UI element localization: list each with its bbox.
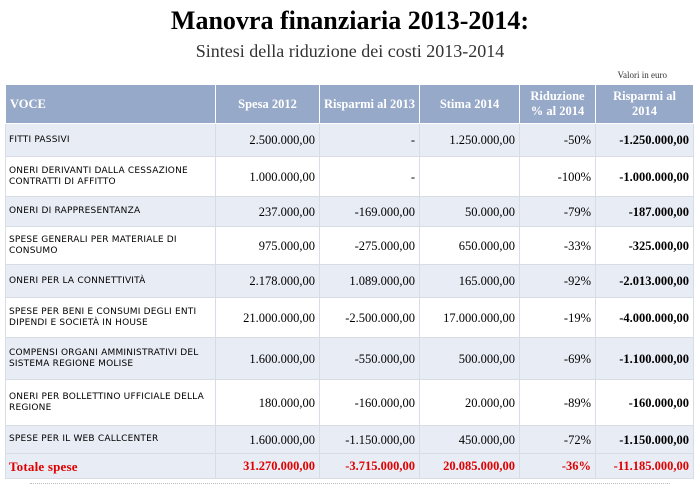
row-risparmi-2014: -4.000.000,00 (596, 298, 694, 338)
row-riduzione: -19% (520, 298, 596, 338)
row-riduzione: -79% (520, 197, 596, 227)
cost-reduction-table-container (5, 84, 693, 479)
header-stima-2014: Stima 2014 (420, 85, 520, 124)
row-risparmi-2014: -160.000,00 (596, 380, 694, 426)
row-riduzione: -89% (520, 380, 596, 426)
row-voce: SPESE PER BENI E CONSUMI DEGLI ENTI DIPENDI E SOCIETÀ IN HOUSE (6, 298, 216, 338)
total-riduzione: -36% (520, 454, 596, 479)
row-stima-2014: 17.000.000,00 (420, 298, 520, 338)
row-riduzione: -69% (520, 338, 596, 380)
row-spesa-2012: 975.000,00 (216, 227, 320, 265)
currency-note: Valori in euro (617, 70, 667, 80)
row-voce: ONERI DERIVANTI DALLA CESSAZIONE CONTRATTI DI AFFITTO (6, 157, 216, 197)
table-row (6, 124, 694, 157)
header-riduzione-2014: Riduzione % al 2014 (520, 85, 596, 124)
total-risparmi-2014: -11.185.000,00 (596, 454, 694, 479)
row-stima-2014: 500.000,00 (420, 338, 520, 380)
row-spesa-2012: 237.000,00 (216, 197, 320, 227)
header-spesa-2012: Spesa 2012 (216, 85, 320, 124)
row-risparmi-2013: -160.000,00 (320, 380, 420, 426)
row-riduzione: -72% (520, 426, 596, 454)
row-riduzione: -92% (520, 265, 596, 298)
table-header-row (6, 85, 694, 124)
row-spesa-2012: 1.000.000,00 (216, 157, 320, 197)
total-voce: Totale spese (6, 454, 216, 479)
table-row (6, 157, 694, 197)
row-riduzione: -100% (520, 157, 596, 197)
row-voce: ONERI PER LA CONNETTIVITÀ (6, 265, 216, 298)
row-risparmi-2014: -325.000,00 (596, 227, 694, 265)
row-risparmi-2013: -550.000,00 (320, 338, 420, 380)
row-risparmi-2014: -2.013.000,00 (596, 265, 694, 298)
total-spesa-2012: 31.270.000,00 (216, 454, 320, 479)
row-spesa-2012: 2.500.000,00 (216, 124, 320, 157)
row-stima-2014: 450.000,00 (420, 426, 520, 454)
row-voce: FITTI PASSIVI (6, 124, 216, 157)
total-risparmi-2013: -3.715.000,00 (320, 454, 420, 479)
table-row (6, 265, 694, 298)
row-voce: ONERI PER BOLLETTINO UFFICIALE DELLA REGIONE (6, 380, 216, 426)
header-risparmi-2014: Risparmi al 2014 (596, 85, 694, 124)
header-risparmi-2013: Risparmi al 2013 (320, 85, 420, 124)
table-row (6, 298, 694, 338)
table-row (6, 227, 694, 265)
total-row (6, 454, 694, 479)
row-stima-2014: 165.000,00 (420, 265, 520, 298)
row-risparmi-2013: 1.089.000,00 (320, 265, 420, 298)
row-spesa-2012: 21.000.000,00 (216, 298, 320, 338)
row-risparmi-2014: -1.100.000,00 (596, 338, 694, 380)
row-risparmi-2013: -169.000,00 (320, 197, 420, 227)
table-row (6, 338, 694, 380)
row-risparmi-2014: -187.000,00 (596, 197, 694, 227)
table-row (6, 426, 694, 454)
row-risparmi-2014: -1.150.000,00 (596, 426, 694, 454)
row-risparmi-2013: -2.500.000,00 (320, 298, 420, 338)
row-spesa-2012: 1.600.000,00 (216, 426, 320, 454)
table-row (6, 197, 694, 227)
table-row (6, 380, 694, 426)
row-riduzione: -33% (520, 227, 596, 265)
row-spesa-2012: 180.000,00 (216, 380, 320, 426)
row-risparmi-2013: -275.000,00 (320, 227, 420, 265)
row-voce: COMPENSI ORGANI AMMINISTRATIVI DEL SISTEMA REGIONE MOLISE (6, 338, 216, 380)
cost-reduction-table (5, 84, 694, 479)
row-risparmi-2014: -1.000.000,00 (596, 157, 694, 197)
header-voce: VOCE (6, 85, 216, 124)
row-risparmi-2013: - (320, 157, 420, 197)
row-riduzione: -50% (520, 124, 596, 157)
footer-divider (30, 483, 670, 484)
row-risparmi-2013: -1.150.000,00 (320, 426, 420, 454)
page-subtitle: Sintesi della riduzione dei costi 2013-2014 (195, 41, 505, 61)
page-title: Manovra finanziaria 2013-2014: (170, 6, 530, 35)
row-risparmi-2014: -1.250.000,00 (596, 124, 694, 157)
row-spesa-2012: 1.600.000,00 (216, 338, 320, 380)
row-voce: ONERI DI RAPPRESENTANZA (6, 197, 216, 227)
row-risparmi-2013: - (320, 124, 420, 157)
row-stima-2014: 20.000,00 (420, 380, 520, 426)
row-spesa-2012: 2.178.000,00 (216, 265, 320, 298)
row-voce: SPESE GENERALI PER MATERIALE DI CONSUMO (6, 227, 216, 265)
row-stima-2014: 1.250.000,00 (420, 124, 520, 157)
row-stima-2014: 650.000,00 (420, 227, 520, 265)
row-stima-2014 (420, 157, 520, 197)
row-stima-2014: 50.000,00 (420, 197, 520, 227)
total-stima-2014: 20.085.000,00 (420, 454, 520, 479)
row-voce: SPESE PER IL WEB CALLCENTER (6, 426, 216, 454)
